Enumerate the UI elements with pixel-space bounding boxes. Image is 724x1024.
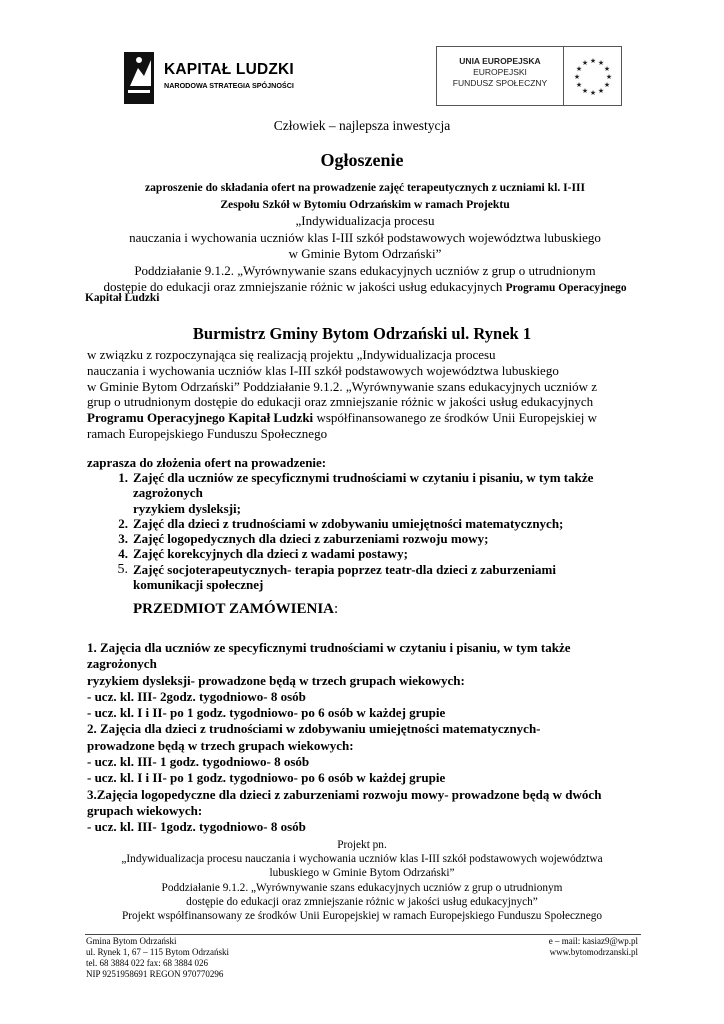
body-heading: Burmistrz Gminy Bytom Odrzański ul. Rynek 1 [192,324,532,343]
notice-line3: „Indywidualizacja procesu [295,213,435,228]
svg-text:★: ★ [581,87,589,95]
project-note: Projekt pn. „Indywidualizacja procesu nauczania i wychowania uczniów klas I-III szkół podstawowych województwa lubuskiego w Gminie Bytom Odrzański” Poddziałanie 9.1.2. „Wyrównywanie szans edukacyjnych uczniów z grup o utrudnionym dostępie do edukacji oraz zmniejszanie różnic w jakości usług edukacyjnych” Projekt współfinansowany ze środków Unii Europejskiej w ramach Europejskiego Funduszu Społecznego [121,839,603,923]
svg-text:★: ★ [575,65,583,73]
svg-text:★: ★ [603,65,611,73]
svg-text:★: ★ [589,57,597,65]
body-program-name: Programu Operacyjnego Kapitał Ludzki [87,410,314,426]
kapital-ludzki-logo [124,46,294,108]
body-p1-line2: nauczania i wychowania uczniów klas I-III szkół podstawowych województwa lubuskiego [87,362,559,378]
eu-logo-line1: UNIA EUROPEJSKA [459,56,541,66]
svg-text:★: ★ [605,73,613,81]
notice-line6: Poddziałanie 9.1.2. „Wyrównywanie szans edukacyjnych uczniów z grup o utrudnionym [134,262,596,278]
body-p1-line1: w związku z rozpoczynająca się realizacją projektu „Indywidualizacja procesu [87,347,496,362]
list-item: 4. Zajęć korekcyjnych dla dzieci z wadami postawy; [118,546,408,562]
page-title: Ogłoszenie [320,150,404,170]
svg-text:★: ★ [573,73,581,81]
notice-line5: w Gminie Bytom Odrzański” [288,246,442,261]
svg-text:★: ★ [597,87,605,95]
eu-logo-line2: EUROPEJSKI [473,67,527,77]
notice-line8: Kapitał Ludzki [85,292,160,304]
footer-website: www.bytomodrzanski.pl [549,947,638,957]
services-list [106,470,626,592]
eu-stars-flag-icon [563,47,622,105]
body-paragraph [87,347,657,442]
subject-heading: PRZEDMIOT ZAMÓWIENIA: [133,601,339,617]
footer-divider [85,934,641,935]
notice-bold-line2: Zespołu Szkół w Bytomiu Odrzańskim w ramach Projektu [220,197,510,211]
list-item: 3. Zajęć logopedycznych dla dzieci z zaburzeniami rozwoju mowy; [118,531,489,547]
slogan: Człowiek – najlepsza inwestycja [273,118,451,133]
body-p1-line4: grup o utrudnionym dostępie do edukacji oraz zmniejszanie różnic w jakości usług edukacyjnych [87,394,594,410]
svg-text:★: ★ [575,81,583,89]
svg-text:★: ★ [597,59,605,67]
body-p1-after-bold: współfinansowanego ze środków Unii Europejskiej w [313,410,597,426]
notice-program-name: Programu Operacyjnego [505,282,627,294]
logo-left-subtitle: NARODOWA STRATEGIA SPÓJNOŚCI [164,81,294,90]
notice-intro [85,180,645,297]
svg-text:★: ★ [581,59,589,67]
notice-bold-line1: zaproszenie do składania ofert na prowadzenie zajęć terapeutycznych z uczniami kl. I-III [144,181,586,194]
body-p1-line3: w Gminie Bytom Odrzański” Poddziałanie 9.1.2. „Wyrównywanie szans edukacyjnych uczniów z [87,378,598,394]
body-p1-last: ramach Europejskiego Funduszu Społecznego [87,425,328,441]
list-item: 5. Zajęć socjoterapeutycznych- terapia poprzez teatr-dla dzieci z zaburzeniami komunikacji społecznej [117,561,556,593]
eu-logo-line3: FUNDUSZ SPOŁECZNY [452,78,548,88]
footer-address: Gmina Bytom Odrzański ul. Rynek 1, 67 – 115 Bytom Odrzański tel. 68 3884 022 fax: 68 3884 026 NIP 9251958691 REGON 970770296 [86,936,230,979]
svg-text:★: ★ [589,89,597,97]
invite-line: zaprasza do złożenia ofert na prowadzenie: [87,455,327,470]
list-item: 2. Zajęć dla dzieci z trudnościami w zdobywaniu umiejętności matematycznych; [118,515,564,531]
list-item: 1. Zajęć dla uczniów ze specyficznymi trudnościami w czytaniu i pisaniu, w tym także zagrożonych ryzykiem dysleksji; [118,470,594,516]
eu-logo [436,46,622,106]
notice-line7: dostępie do edukacji oraz zmniejszanie różnic w jakości usług edukacyjnych Programu Operacyjnego [103,279,627,294]
subject-section: 1. Zajęcia dla uczniów ze specyficznymi trudnościami w czytaniu i pisaniu, w tym także zagrożonych ryzykiem dysleksji- prowadzone będą w trzech grupach wiekowych: - ucz. kl. III- 2godz. tygodniowo- 8 osób - ucz. kl. I i II- po 1 godz. tygodniowo- po 6 osób w każdej grupie 2. Zajęcia dla dzieci z trudnościami w zdobywaniu umiejętności matematycznych- prowadzone będą w trzech grupach wiekowych: - ucz. kl. III- 1 godz. tygodniowo- 8 osób - ucz. kl. I i II- po 1 godz. tygodniowo- po 6 osób w każdej grupie 3.Zajęcia logopedyczne dla dzieci z zaburzeniami rozwoju mowy- prowadzone będą w dwóch grupach wiekowych: - ucz. kl. III- 1godz. tygodniowo- 8 osób [87,640,602,835]
logo-left-title: KAPITAŁ LUDZKI [164,61,294,78]
footer-email: e – mail: kasiaz9@wp.pl [548,936,638,946]
notice-line4: nauczania i wychowania uczniów klas I-III szkół podstawowych województwa lubuskiego [129,229,601,245]
footer-contact [549,936,638,958]
kapital-ludzki-emblem-icon [124,46,158,106]
svg-text:★: ★ [603,81,611,89]
